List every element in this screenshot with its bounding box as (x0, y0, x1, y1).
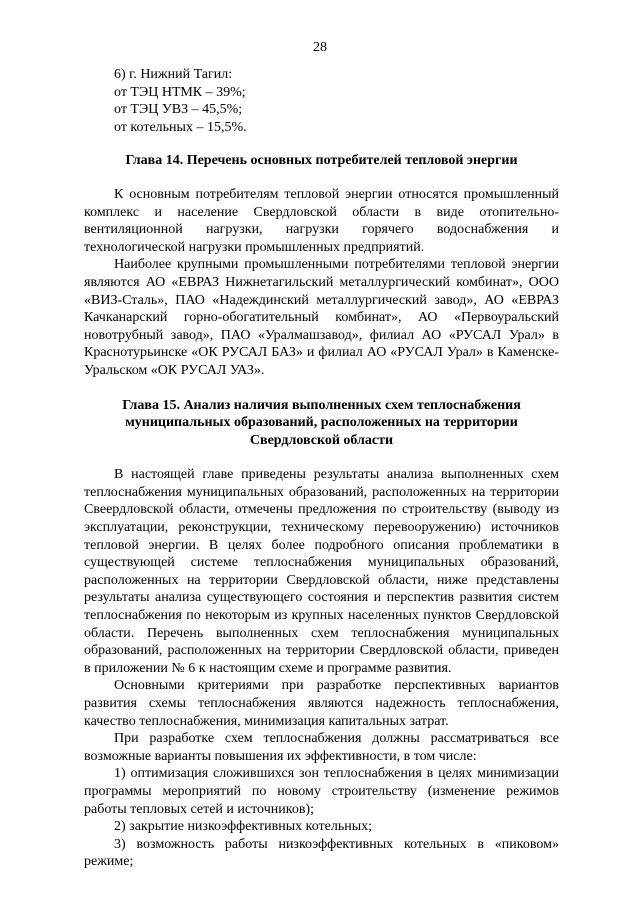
chapter-15-list-item: 3) возможность работы низкоэффективных котельных в «пиковом» режиме; (84, 836, 559, 870)
intro-list-item: от котельных – 15,5%. (114, 119, 247, 135)
chapter-15-paragraph: В настоящей главе приведены результаты анализа выполненных схем теплоснабжения муниципальных образований, расположенных на территории Свеердловской области, отмечены предложения по строительству (выводу из эксплуатации, реконструкции, техническому перевооружению) источников тепловой энергии. В целях более подробного описания проблематики в существующей системе теплоснабжения муниципальных образований, расположенных на территории Свердловской области, ниже представлены результаты анализа существующего состояния и перспектив развития систем теплоснабжения по некоторым из крупных населенных пунктов Свердловской области. Перечень выполненных схем теплоснабжения муниципальных образований, расположенных на территории Свердловской области, приведен в приложении № 6 к настоящим схеме и программе развития. (84, 467, 559, 676)
intro-list-item: 6) г. Нижний Тагил: (114, 67, 233, 82)
chapter-14-paragraph: К основным потребителям тепловой энергии относятся промышленный комплекс и население Свердловской области в виде отопительно-вентиляционной нагрузки, нагрузки горячего водоснабжения и технологической нагрузки промышленных предприятий. (84, 186, 559, 255)
page-content (84, 66, 559, 871)
chapter-15-title-line: Глава 15. Анализ наличия выполненных схем теплоснабжения (122, 397, 521, 413)
intro-list-item: от ТЭЦ НТМК – 39%; (114, 84, 246, 100)
page-number: 28 (313, 40, 327, 55)
intro-list-item: от ТЭЦ УВЗ – 45,5%; (114, 102, 243, 118)
chapter-15-paragraph: Основными критериями при разработке перспективных вариантов развития схемы теплоснабжения являются надежность теплоснабжения, качество теплоснабжения, минимизация капитальных затрат. (84, 678, 559, 729)
chapter-15-title-line: муниципальных образований, расположенных на территории (125, 415, 518, 431)
chapter-15-title-line: Свердловской области (249, 432, 394, 448)
chapter-15-title (84, 397, 559, 450)
chapter-14-paragraph: Наиболее крупными промышленными потребителями тепловой энергии являются АО «ЕВРАЗ Нижнетагильский металлургический комбинат», ООО «ВИЗ-Сталь», ПАО «Надеждинский металлургический завод», АО «ЕВРАЗ Качканарский горно-обогатительный комбинат», АО «Первоуральский новотрубный завод», ПАО «Уралмашзавод», филиал АО «РУСАЛ Урал» в Краснотурьинске «ОК РУСАЛ БАЗ» и филиал АО «РУСАЛ Урал» в Каменске-Уральском «ОК РУСАЛ УАЗ». (84, 257, 559, 378)
chapter-15-list-item: 1) оптимизация сложившихся зон теплоснабжения в целях минимизации программы мероприятий по новому строительству (изменение режимов работы тепловых сетей и источников); (84, 766, 559, 817)
intro-list (84, 66, 559, 136)
chapter-15-paragraph: При разработке схем теплоснабжения должны рассматриваться все возможные варианты повышения их эффективности, в том числе: (84, 731, 559, 764)
chapter-14-title: Глава 14. Перечень основных потребителей тепловой энергии (125, 153, 518, 169)
chapter-15-list-item: 2) закрытие низкоэффективных котельных; (114, 819, 373, 835)
